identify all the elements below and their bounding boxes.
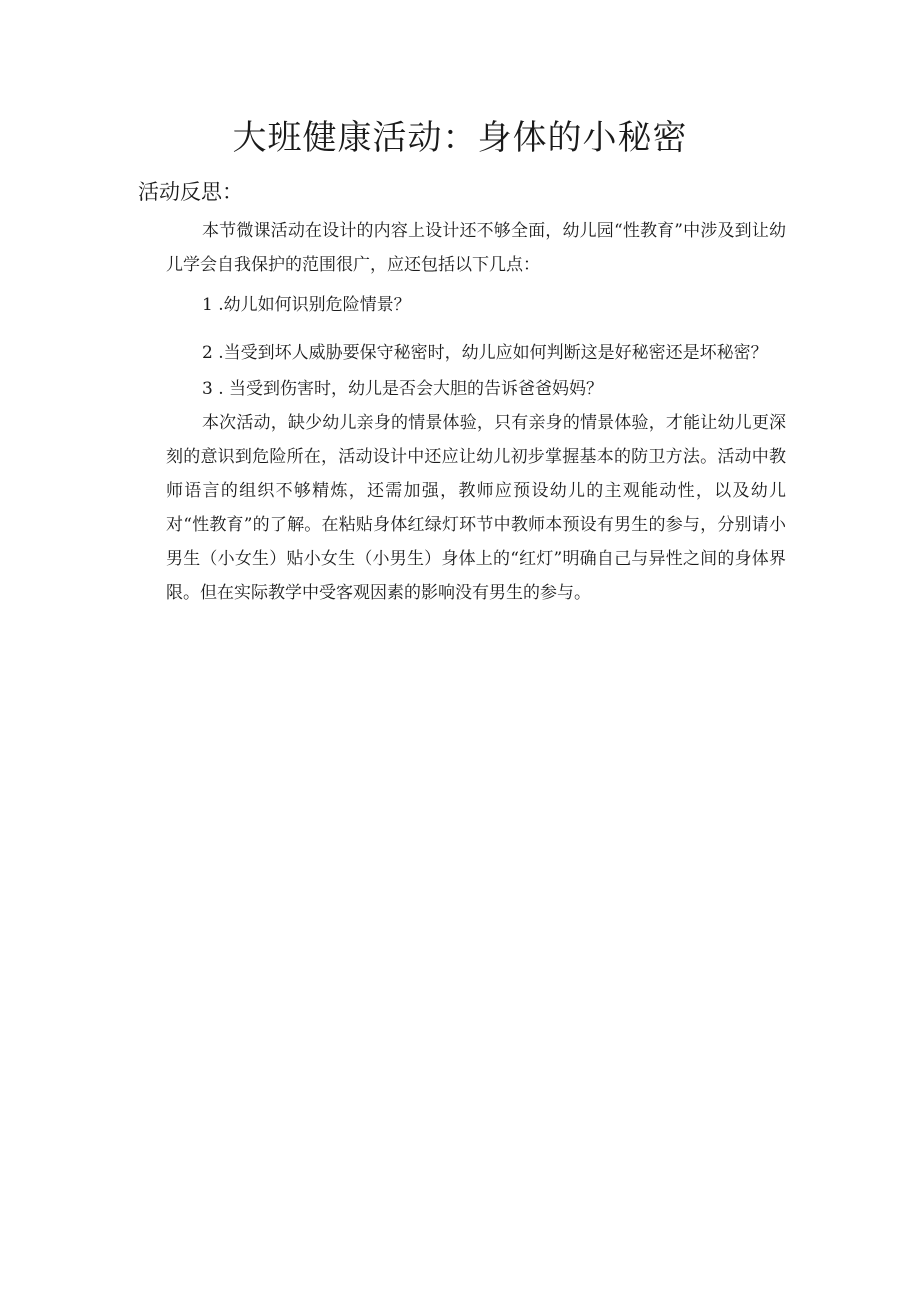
list-item-text: .当受到坏人威胁要保守秘密时，幼儿应如何判断这是好秘密还是坏秘密？ [212,343,768,363]
list-item-text: .幼儿如何识别危险情景？ [212,295,411,315]
list-item-number: 3 [202,379,213,399]
document-title: 大班健康活动：身体的小秘密 [232,118,688,158]
list-item-number: 2 [202,343,213,363]
conclusion-paragraph: 本次活动，缺少幼儿亲身的情景体验，只有亲身的情景体验，才能让幼儿更深刻的意识到危险所在，活动设计中还应让幼儿初步掌握基本的防卫方法。活动中教师语言的组织不够精炼，还需加强，教师应预设幼儿的主观能动性，以及幼儿对“性教育”的了解。在粘贴身体红绿灯环节中教师本预设有男生的参与，分别请小男生（小女生）贴小女生（小男生）身体上的“红灯”明确自己与异性之间的身体界限。但在实际教学中受客观因素的影响没有男生的参与。 [166,413,786,603]
list-item [166,288,786,322]
intro-paragraph: 本节微课活动在设计的内容上设计还不够全面，幼儿园“性教育”中涉及到让幼儿学会自我保护的范围很广，应还包括以下几点： [166,221,786,275]
list-item [166,372,786,406]
list-item-number: 1 [202,295,213,315]
list-item-text: . 当受到伤害时，幼儿是否会大胆的告诉爸爸妈妈？ [212,379,604,399]
section-heading: 活动反思： [138,180,243,204]
document-body [166,214,786,610]
list-item [166,336,786,370]
